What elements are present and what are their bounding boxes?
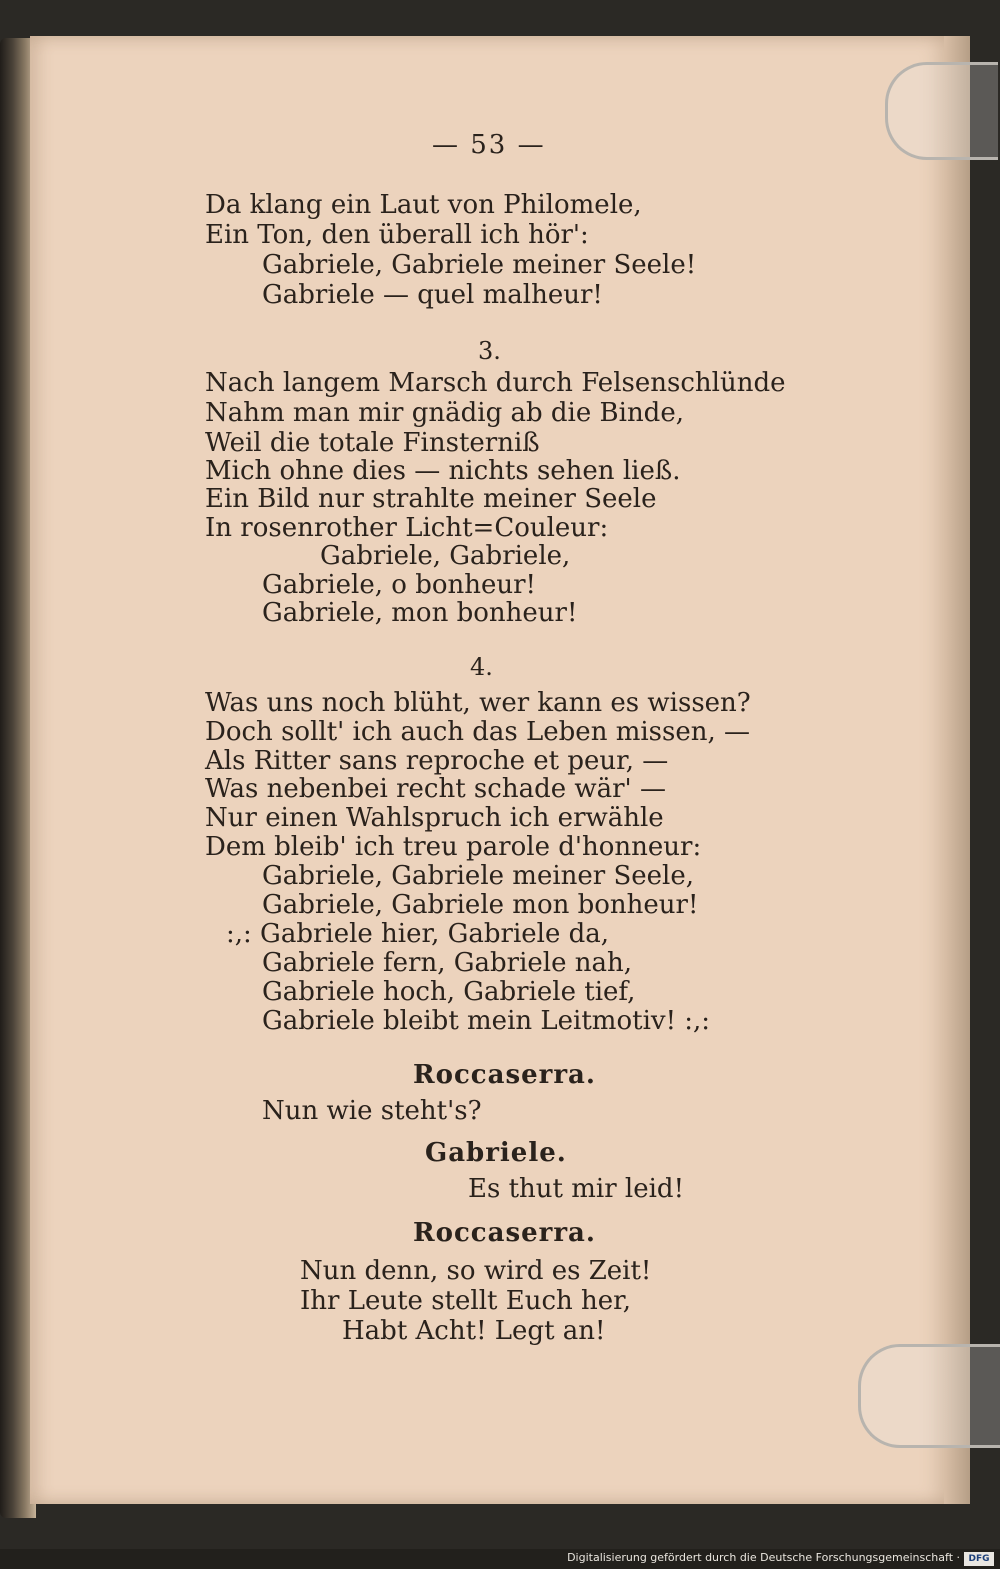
verse-line: Mich ohne dies — nichts sehen ließ.	[205, 456, 681, 486]
verse-line: In rosenrother Licht=Couleur:	[205, 513, 609, 543]
dialogue-line: Nun denn, so wird es Zeit!	[300, 1256, 652, 1286]
verse-line: Nach langem Marsch durch Felsenschlünde	[205, 368, 786, 398]
verse-line: Gabriele, mon bonheur!	[262, 598, 578, 628]
verse-line: Gabriele — quel malheur!	[262, 280, 603, 310]
dialogue-line: Es thut mir leid!	[468, 1174, 685, 1204]
verse-line: Gabriele, Gabriele,	[320, 541, 571, 571]
verse-line: Gabriele, Gabriele meiner Seele,	[262, 861, 695, 891]
verse-line: Nur einen Wahlspruch ich erwähle	[205, 803, 664, 833]
dfg-logo: DFG	[964, 1552, 994, 1566]
verse-line: Doch sollt' ich auch das Leben missen, —	[205, 717, 751, 747]
verse-line: Ein Ton, den überall ich hör':	[205, 220, 589, 250]
verse-line: Dem bleib' ich treu parole d'honneur:	[205, 832, 702, 862]
page-number: — 53 —	[432, 130, 546, 160]
verse-line: Gabriele hoch, Gabriele tief,	[262, 977, 636, 1007]
verse-line: Weil die totale Finsterniß	[205, 428, 540, 458]
verse-line: Was uns noch blüht, wer kann es wissen?	[205, 688, 751, 718]
speaker-name: Roccaserra.	[413, 1060, 596, 1090]
verse-line: Gabriele bleibt mein Leitmotiv! :,:	[262, 1006, 711, 1036]
verse-line: Gabriele, Gabriele mon bonheur!	[262, 890, 699, 920]
dialogue-line: Ihr Leute stellt Euch her,	[300, 1286, 631, 1316]
verse-line: Nahm man mir gnädig ab die Binde,	[205, 398, 684, 428]
verse-line: Da klang ein Laut von Philomele,	[205, 190, 642, 220]
speaker-name: Gabriele.	[425, 1138, 567, 1168]
stanza-number: 3.	[478, 337, 501, 365]
verse-line: Gabriele, Gabriele meiner Seele!	[262, 250, 697, 280]
verse-line: Ein Bild nur strahlte meiner Seele	[205, 484, 657, 514]
digitization-credit: Digitalisierung gefördert durch die Deutsche Forschungsgemeinschaft ·	[567, 1551, 960, 1564]
speaker-name: Roccaserra.	[413, 1218, 596, 1248]
verse-line: Als Ritter sans reproche et peur, —	[205, 746, 669, 776]
verse-line: :,: Gabriele hier, Gabriele da,	[226, 919, 610, 949]
dialogue-line: Habt Acht! Legt an!	[342, 1316, 606, 1346]
stanza-number: 4.	[470, 653, 493, 681]
dialogue-line: Nun wie steht's?	[262, 1096, 482, 1126]
verse-line: Gabriele, o bonheur!	[262, 570, 536, 600]
verse-line: Was nebenbei recht schade wär' —	[205, 774, 666, 804]
verse-line: Gabriele fern, Gabriele nah,	[262, 948, 632, 978]
